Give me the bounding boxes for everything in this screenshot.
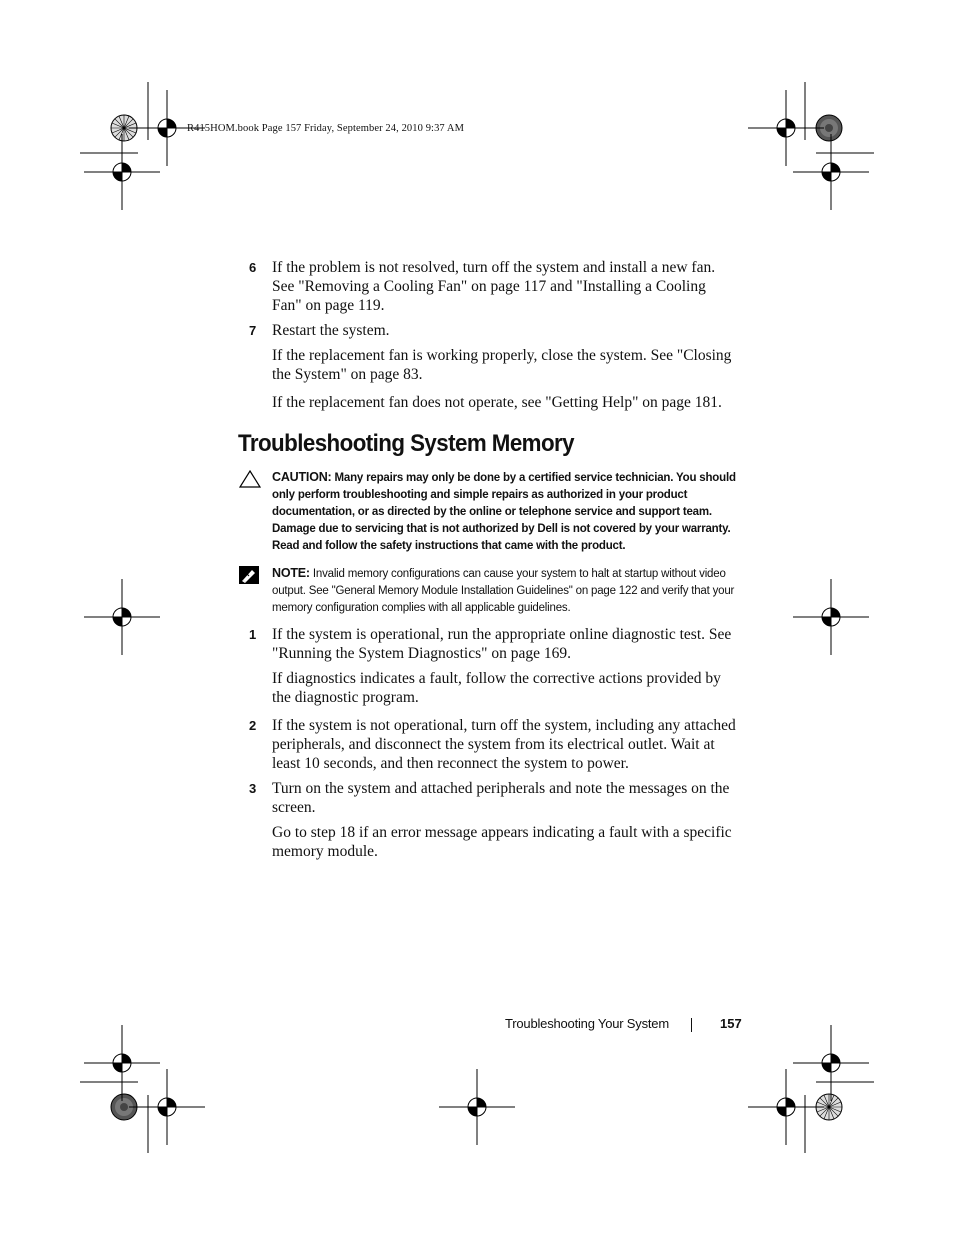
caution-notice <box>238 469 738 555</box>
running-head: R415HOM.book Page 157 Friday, September 24, 2010 9:37 AM <box>187 123 465 134</box>
caution-triangle-icon <box>238 469 262 489</box>
note-text: Invalid memory configurations can cause your system to halt at startup without video output. See "General Memory Module Installation Guidelines" on page 122 and verify that your memory configuration complies with all applicable guidelines. <box>272 568 735 614</box>
note-label: NOTE: <box>272 566 310 580</box>
step-text: If the system is operational, run the appropriate online diagnostic test. See "Running the System Diagnostics" on page 169. <box>272 626 732 662</box>
caution-label: CAUTION: <box>272 470 332 484</box>
page-content <box>238 258 738 861</box>
step-text: Restart the system. <box>272 322 390 339</box>
step-7 <box>238 321 738 340</box>
step-subparagraph: If diagnostics indicates a fault, follow the corrective actions provided by the diagnostic program. <box>272 670 721 706</box>
step-number: 3 <box>249 781 257 796</box>
step-number: 7 <box>249 323 257 338</box>
step-6 <box>238 258 738 315</box>
step-text: If the system is not operational, turn off the system, including any attached peripherals, and disconnect the system from its electrical outlet. Wait at least 10 seconds, and then reconnect the system to power. <box>272 717 736 772</box>
step-text: Turn on the system and attached peripherals and note the messages on the screen. <box>272 780 730 816</box>
step-subparagraph: Go to step 18 if an error message appears indicating a fault with a specific memory module. <box>272 824 732 860</box>
footer-divider <box>691 1018 692 1032</box>
step-text: If the problem is not resolved, turn off the system and install a new fan. See "Removing a Cooling Fan" on page 117 and "Installing a Cooling Fan" on page 119. <box>272 259 716 314</box>
step-2 <box>238 716 738 773</box>
step-1 <box>238 625 738 663</box>
paragraph: If the replacement fan is working properly, close the system. See "Closing the System" on page 83. <box>272 347 732 383</box>
step-number: 1 <box>249 627 257 642</box>
caution-text: Many repairs may only be done by a certified service technician. You should only perform troubleshooting and simple repairs as authorized in your product documentation, or as directed by the online or telephone service and support team. Damage due to servicing that is not authorized by Dell is not covered by your warranty. Read and follow the safety instructions that came with the product. <box>272 472 736 552</box>
section-title: Troubleshooting System Memory <box>238 430 575 457</box>
step-number: 2 <box>249 718 257 733</box>
note-notice <box>238 565 738 617</box>
footer-section-title: Troubleshooting Your System <box>505 1016 669 1031</box>
step-number: 6 <box>249 260 257 275</box>
paragraph: If the replacement fan does not operate, see "Getting Help" on page 181. <box>272 394 722 411</box>
note-pencil-icon <box>238 565 260 585</box>
step-3 <box>238 779 738 817</box>
page-number: 157 <box>720 1016 742 1031</box>
